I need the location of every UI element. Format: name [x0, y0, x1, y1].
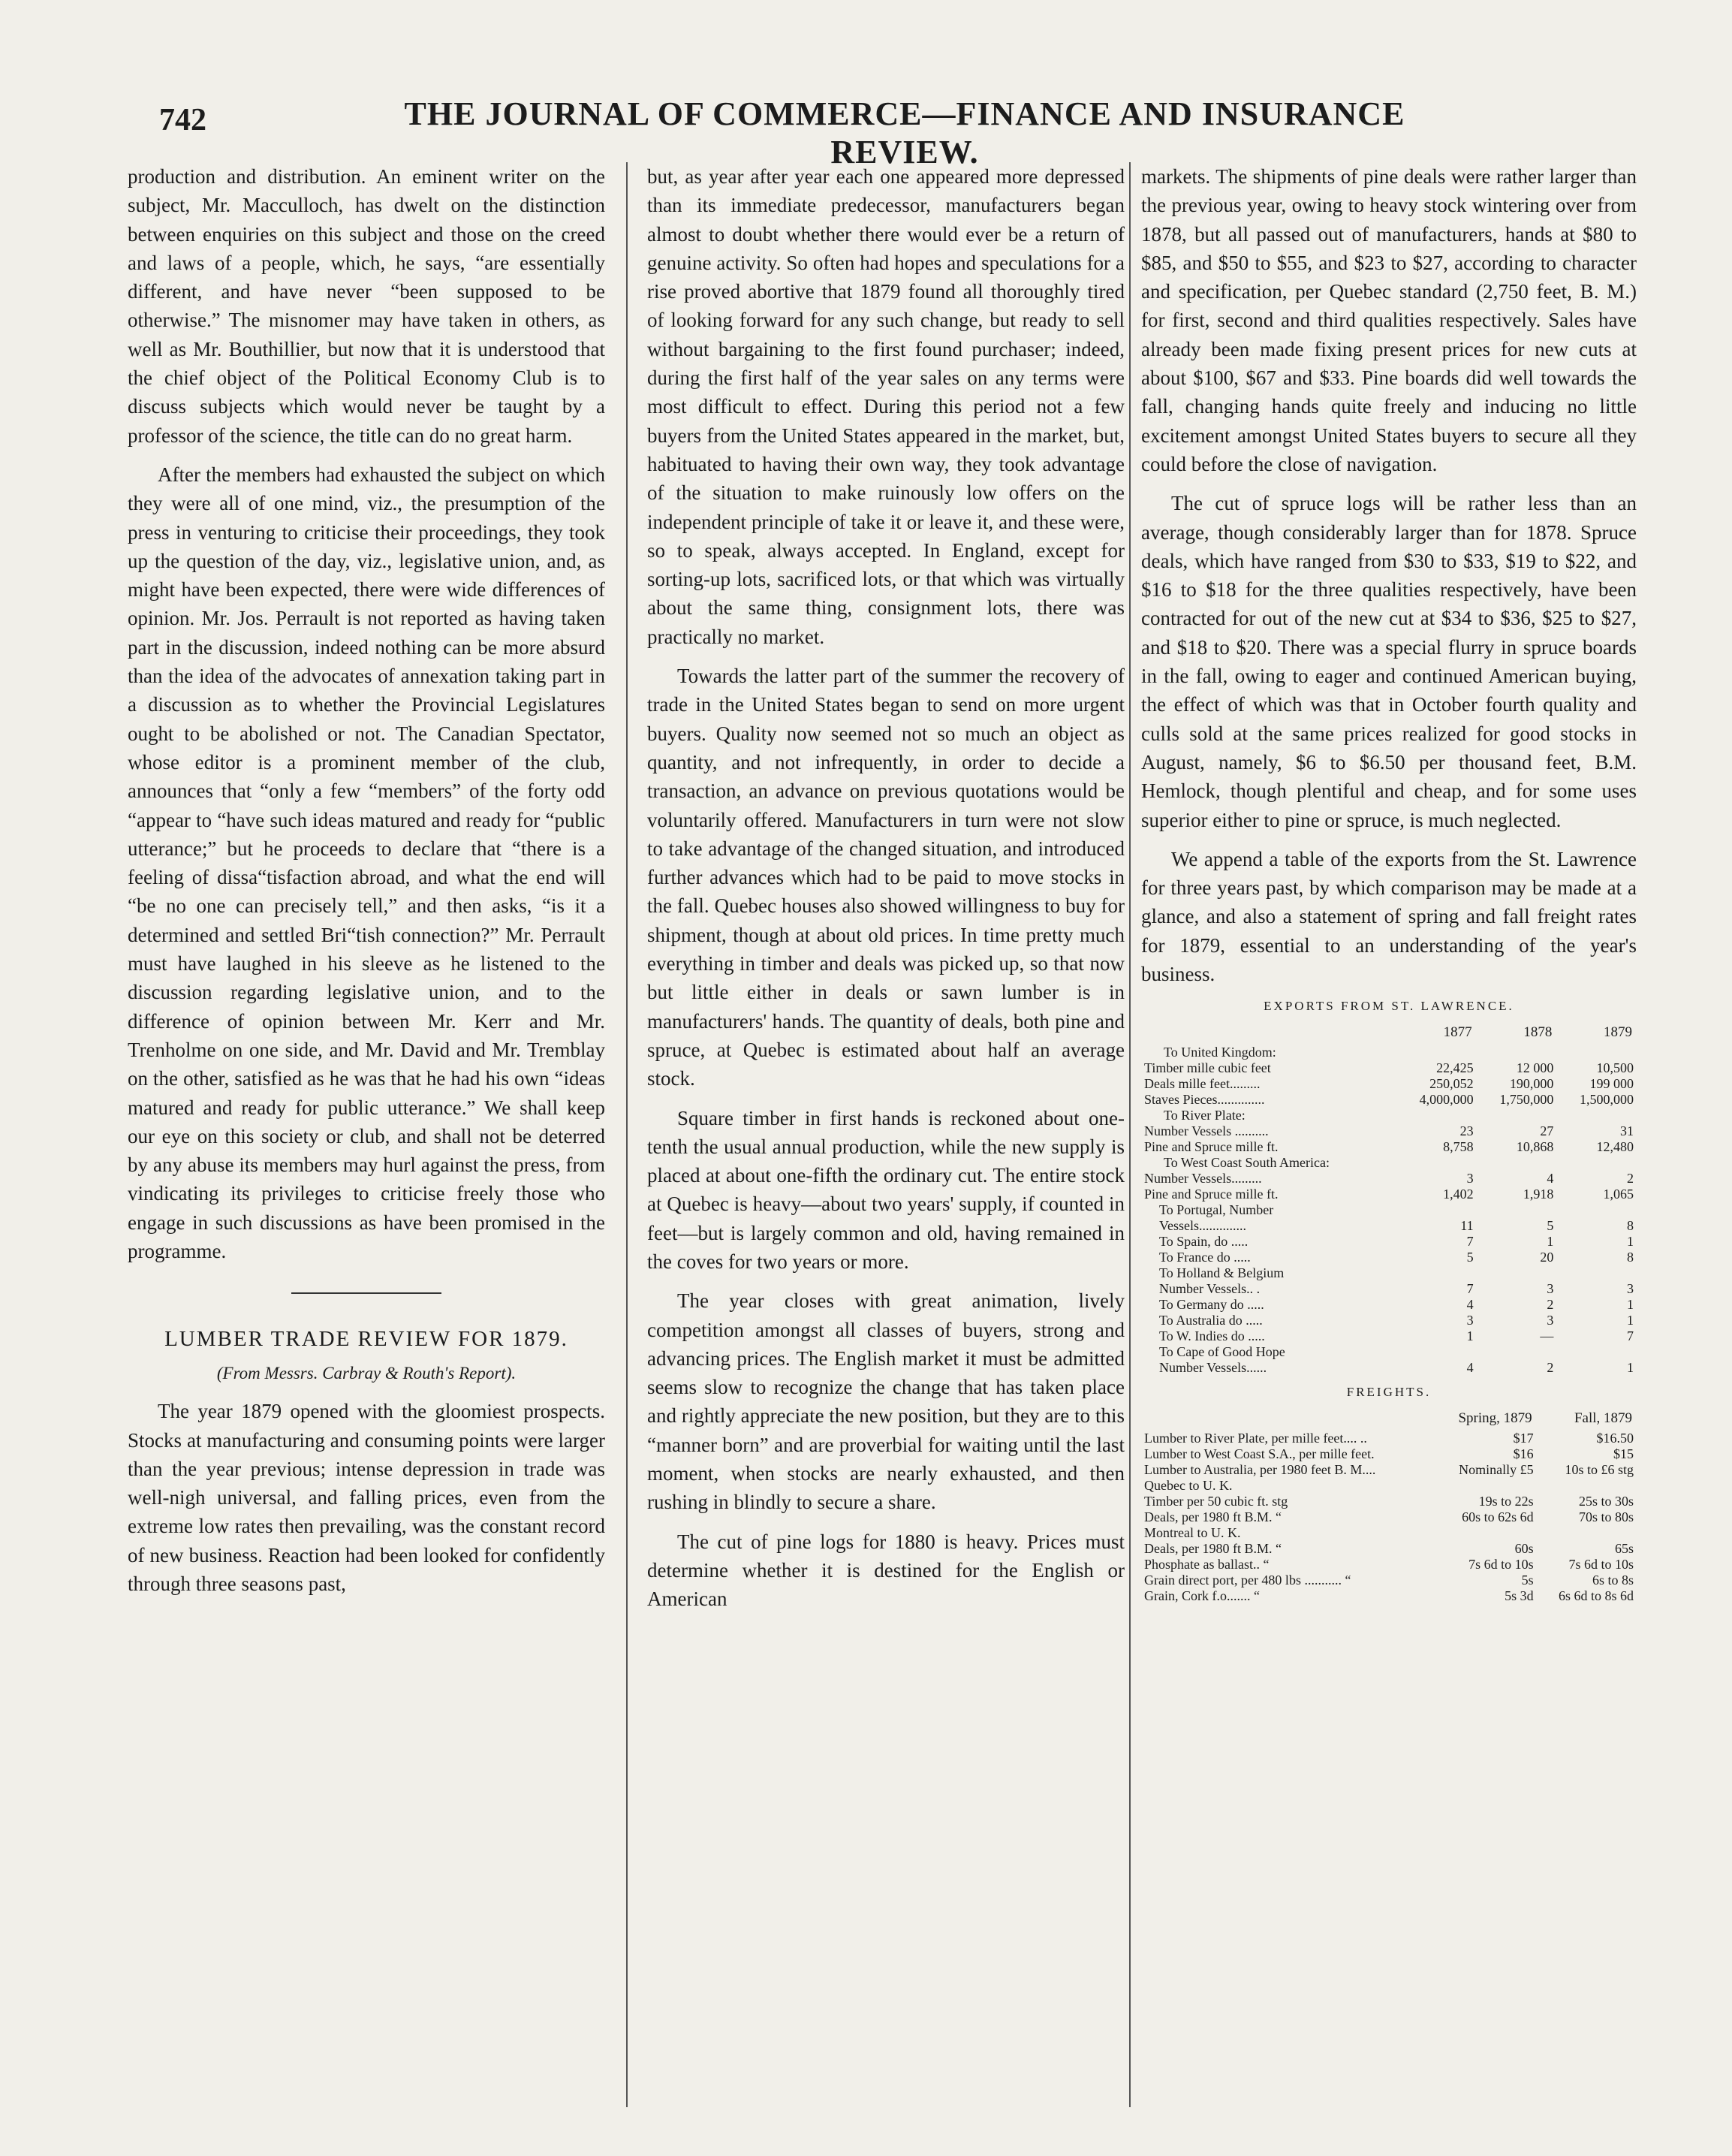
- table-row-label: To Australia do .....: [1159, 1313, 1263, 1328]
- table-cell: 2: [1547, 1360, 1554, 1376]
- table-row: [1141, 1060, 1637, 1076]
- table-cell: 3: [1627, 1281, 1634, 1297]
- table-cell: 4: [1547, 1171, 1554, 1187]
- table-cell: 8: [1627, 1218, 1634, 1234]
- table-cell: $16.50: [1596, 1431, 1634, 1446]
- table-cell: 2: [1627, 1171, 1634, 1187]
- table-row-label: Quebec to U. K.: [1144, 1478, 1233, 1494]
- table-cell: 2: [1547, 1297, 1554, 1313]
- table-row: [1141, 1092, 1637, 1108]
- table-cell: 1,065: [1603, 1187, 1634, 1202]
- article-title: LUMBER TRADE REVIEW FOR 1879.: [164, 1327, 568, 1352]
- table-cell: 22,425: [1436, 1060, 1474, 1076]
- table-header-cell: 1877: [1443, 1024, 1472, 1041]
- table-cell: 31: [1620, 1123, 1634, 1139]
- table-row: [1141, 1218, 1637, 1234]
- table-row: [1141, 1108, 1637, 1123]
- table-row-label: To Holland & Belgium: [1159, 1265, 1285, 1281]
- paragraph: We append a table of the exports from the St. Lawrence for three years past, by which comparison may be made at a glance, and also a statement of spring and fall freight rates for 1879, essential to an understanding of the year's business.: [1141, 847, 1637, 986]
- table-row-label: To Cape of Good Hope: [1159, 1344, 1285, 1360]
- table-cell: 70s to 80s: [1578, 1509, 1634, 1525]
- table-cell: $15: [1613, 1446, 1634, 1462]
- table-row: [1141, 1557, 1637, 1573]
- table-row-label: To France do .....: [1159, 1250, 1251, 1265]
- table-cell: [1477, 1344, 1557, 1360]
- table-cell: [1556, 1045, 1637, 1060]
- table-cell: [1556, 1108, 1637, 1123]
- page-number: 742: [159, 103, 206, 137]
- table-cell: 190,000: [1509, 1076, 1554, 1092]
- table-row: [1141, 1494, 1637, 1509]
- table-cell: 12,480: [1596, 1139, 1634, 1155]
- table-row: [1141, 1265, 1637, 1281]
- table-row: [1141, 1045, 1637, 1060]
- table-row: [1141, 1462, 1637, 1478]
- table-cell: 8,758: [1443, 1139, 1474, 1155]
- table-cell: 1: [1466, 1328, 1474, 1344]
- table-cell: 199 000: [1589, 1076, 1634, 1092]
- table-cell: [1556, 1155, 1637, 1171]
- table-header-row: [1141, 1024, 1637, 1045]
- table-cell: [1396, 1108, 1477, 1123]
- table-cell: 5: [1547, 1218, 1554, 1234]
- table-row-label: Lumber to West Coast S.A., per mille feet.: [1144, 1446, 1375, 1462]
- table-header-cell: Fall, 1879: [1574, 1410, 1632, 1427]
- table-row-label: Timber mille cubic feet: [1144, 1060, 1271, 1076]
- table-row-label: Number Vessels......: [1159, 1360, 1267, 1376]
- table-cell: 4,000,000: [1419, 1092, 1474, 1108]
- table-row: [1141, 1250, 1637, 1265]
- table-cell: 1: [1627, 1297, 1634, 1313]
- table-cell: [1435, 1478, 1537, 1494]
- table-cell: [1556, 1265, 1637, 1281]
- column-rule: [626, 162, 628, 2107]
- table-row-label: To Spain, do .....: [1159, 1234, 1249, 1250]
- table-cell: [1477, 1202, 1557, 1218]
- table-row-label: Grain, Cork f.o....... “: [1144, 1588, 1260, 1604]
- table-cell: 1: [1627, 1234, 1634, 1250]
- table-row: [1141, 1509, 1637, 1525]
- table-row: [1141, 1076, 1637, 1092]
- freights-table-body: [1141, 1431, 1637, 1604]
- table-cell: 10,500: [1596, 1060, 1634, 1076]
- table-cell: [1396, 1265, 1477, 1281]
- table-cell: 1,750,000: [1499, 1092, 1554, 1108]
- table-cell: 7s 6d to 10s: [1568, 1557, 1634, 1573]
- table-row-label: Lumber to Australia, per 1980 feet B. M....: [1144, 1462, 1376, 1478]
- table-row: [1141, 1344, 1637, 1360]
- table-row: [1141, 1155, 1637, 1171]
- table-cell: 7: [1466, 1234, 1474, 1250]
- table-cell: Nominally £5: [1459, 1462, 1534, 1478]
- exports-table-body: [1141, 1045, 1637, 1376]
- table-cell: 7: [1627, 1328, 1634, 1344]
- column-2: [647, 162, 1125, 2130]
- exports-table: [1141, 1024, 1637, 1376]
- table-cell: 1,402: [1443, 1187, 1474, 1202]
- table-row-label: Timber per 50 cubic ft. stg: [1144, 1494, 1288, 1509]
- table-cell: $16: [1513, 1446, 1534, 1462]
- table-cell: 27: [1540, 1123, 1554, 1139]
- table-row-label: To W. Indies do .....: [1159, 1328, 1265, 1344]
- table-row-label: Pine and Spruce mille ft.: [1144, 1139, 1279, 1155]
- paragraph: markets. The shipments of pine deals were rather larger than the previous year, owing to heavy stock wintering over from 1878, but all passed out of manufacturers, hands at $80 to $85, and $50 to $55, and $23 to $27, according to character and specification, per Quebec standard (2,750 feet, B. M.) for first, second and third qualities respectively. Sales have already been made fixing present prices for new cuts at about $100, $67 and $33. Pine boards did well towards the fall, changing hands quite freely and inducing no little excitement amongst United States buyers to secure all they could before the close of navigation.: [1141, 165, 1637, 475]
- paragraph: Towards the latter part of the summer the recovery of trade in the United States began to send on more urgent buyers. Quality now seemed not so much an object as quantity, and not infrequently, in order to decide a transaction, an advance on previous quotations would be voluntarily offered. Manufacturers in turn were not slow to take advantage of the changed situation, and introduced further advances which had to be paid to move stocks in the fall. Quebec houses also showed willingness to buy for shipment, though at about old prices. In time pretty much everything in timber and deals was picked up, so that now but little either in deals or sawn lumber is in manufacturers' hands. The quantity of deals, both pine and spruce, at Quebec is estimated about half an average stock.: [647, 665, 1125, 1090]
- table-row: [1141, 1234, 1637, 1250]
- freights-table: [1141, 1410, 1637, 1604]
- table-cell: 3: [1547, 1281, 1554, 1297]
- table-cell: 23: [1459, 1123, 1474, 1139]
- table-row: [1141, 1281, 1637, 1297]
- table-row-label: To United Kingdom:: [1164, 1045, 1276, 1060]
- table-row-label: Deals, per 1980 ft B.M. “: [1144, 1541, 1282, 1557]
- table-row: [1141, 1541, 1637, 1557]
- table-cell: [1396, 1344, 1477, 1360]
- table-row-label: To West Coast South America:: [1164, 1155, 1330, 1171]
- table-cell: $17: [1513, 1431, 1534, 1446]
- table-cell: [1537, 1478, 1637, 1494]
- table-cell: [1556, 1344, 1637, 1360]
- table-cell: 1: [1547, 1234, 1554, 1250]
- table-cell: —: [1540, 1328, 1554, 1344]
- table-cell: 3: [1466, 1313, 1474, 1328]
- table-row-label: To River Plate:: [1164, 1108, 1246, 1123]
- exports-table-title: EXPORTS FROM ST. LAWRENCE.: [1264, 999, 1514, 1014]
- table-header-cell: Spring, 1879: [1458, 1410, 1532, 1427]
- paragraph: The year closes with great animation, lively competition amongst all classes of buyers, strong and advancing prices. The English market it must be admitted seems slow to recognize the change that has taken place and rightly appreciate the new position, but they are to this “manner born” and are proverbial for waiting until the last moment, when stocks are nearly exhausted, and then rushing in blindly to secure a share.: [647, 1289, 1125, 1514]
- table-header-row: [1141, 1410, 1637, 1431]
- table-cell: 25s to 30s: [1578, 1494, 1634, 1509]
- table-cell: 250,052: [1429, 1076, 1474, 1092]
- table-row-label: Deals, per 1980 ft B.M. “: [1144, 1509, 1282, 1525]
- table-cell: 3: [1547, 1313, 1554, 1328]
- table-row-label: To Portugal, Number: [1159, 1202, 1274, 1218]
- table-row: [1141, 1297, 1637, 1313]
- paragraph: but, as year after year each one appeared more depressed than its immediate predecessor, manufacturers began almost to doubt whether there would ever be a return of genuine activity. So often had hopes and speculations for a rise proved abortive that 1879 found all thoroughly tired of looking forward for any such change, but ready to sell without bargaining to the first found purchaser; indeed, during the first half of the year sales on any terms were most difficult to effect. During this period not a few buyers from the United States appeared in the market, but, habituated to having their own way, they took advantage of the situation to make ruinously low offers on the independent principle of take it or leave it, and these were, so to speak, always accepted. In England, except for sorting-up lots, sacrificed lots, or that which was virtually about the same thing, consignment lots, there was practically no market.: [647, 165, 1125, 648]
- freights-table-title: FREIGHTS.: [1346, 1385, 1432, 1400]
- paragraph: Square timber in first hands is reckoned about one-tenth the usual annual production, while the new supply is placed at about one-fifth the ordinary cut. The entire stock at Quebec is heavy—about two years' supply, if counted in feet—but is largely common and old, having remained in the coves for two years or more.: [647, 1106, 1125, 1273]
- table-header-cell: [1141, 1410, 1435, 1431]
- table-row-label: Phosphate as ballast.. “: [1144, 1557, 1270, 1573]
- table-cell: 5s: [1521, 1573, 1534, 1588]
- column-1: [128, 162, 605, 2130]
- paragraph: After the members had exhausted the subject on which they were all of one mind, viz., the presumption of the press in venturing to criticise their proceedings, they took up the question of the day, viz., legislative union, and, as might have been expected, there were wide differences of opinion. Mr. Jos. Perrault is not reported as having taken part in the discussion, indeed nothing can be more absurd than the idea of the advocates of annexation taking part in a discussion as to whether the Provincial Legislatures ought to be abolished or not. The Canadian Spectator, whose editor is a prominent member of the club, announces that “only a few “members” of the forty odd “appear to “have such ideas matured and ready for “public utterance;” but he proceeds to declare that “there is a feeling of dissa“tisfaction abroad, and what the end will “be no one can precisely tell,” and then asks, “is it a determined and settled Bri“tish connection?” Mr. Perrault must have laughed in his sleeve as he listened to the discussion regarding legislative union, and to the difference of opinion between Mr. Kerr and Mr. Trenholme on one side, and Mr. David and Mr. Tremblay on the other, satisfied as he was that he had his own “ideas matured and ready for public utterance.” We shall keep our eye on this society or club, and shall not be deterred by any abuse its members may hurl against the press, from vindicating its privileges to criticise freely those who engage in such discussions as have been promised in the programme.: [128, 463, 605, 1262]
- table-cell: 19s to 22s: [1478, 1494, 1534, 1509]
- table-cell: 60s: [1514, 1541, 1534, 1557]
- table-cell: 1: [1627, 1360, 1634, 1376]
- column-rule: [1129, 162, 1131, 2107]
- table-cell: 1,500,000: [1580, 1092, 1634, 1108]
- table-cell: [1477, 1108, 1557, 1123]
- table-row-label: Pine and Spruce mille ft.: [1144, 1187, 1279, 1202]
- table-row-label: Vessels..............: [1159, 1218, 1246, 1234]
- paragraph: The cut of spruce logs will be rather less than an average, though considerably larger than for 1878. Spruce deals, which have ranged from $30 to $33, $19 to $22, and $16 to $18 for the three qualities respectively, have been contracted for out of the new cut at $34 to $36, $25 to $27, and $18 to $20. There was a special flurry in spruce boards in the fall, owing to eager and continued American buying, the effect of which was that in October fourth quality and culls sold at the same prices realized for good stocks in August, namely, $6 to $6.50 per thousand feet, B.M. Hemlock, though plentiful and cheap, and for some uses superior either to pine or spruce, is much neglected.: [1141, 492, 1637, 831]
- table-row: [1141, 1573, 1637, 1588]
- table-cell: [1556, 1202, 1637, 1218]
- table-cell: 60s to 62s 6d: [1462, 1509, 1534, 1525]
- table-row: [1141, 1431, 1637, 1446]
- table-cell: [1396, 1155, 1477, 1171]
- table-cell: 3: [1466, 1171, 1474, 1187]
- table-cell: 7s 6d to 10s: [1468, 1557, 1534, 1573]
- table-row-label: Lumber to River Plate, per mille feet.... ..: [1144, 1431, 1367, 1446]
- table-row: [1141, 1313, 1637, 1328]
- table-row: [1141, 1202, 1637, 1218]
- table-cell: 10s to £6 stg: [1565, 1462, 1634, 1478]
- table-row-label: Deals mille feet.........: [1144, 1076, 1261, 1092]
- table-cell: 20: [1540, 1250, 1554, 1265]
- table-row-label: Number Vessels.. .: [1159, 1281, 1261, 1297]
- table-cell: 6s 6d to 8s 6d: [1558, 1588, 1634, 1604]
- table-cell: 65s: [1614, 1541, 1634, 1557]
- table-cell: 1,918: [1523, 1187, 1554, 1202]
- table-cell: [1537, 1525, 1637, 1541]
- article-source: (From Messrs. Carbray & Routh's Report).: [216, 1364, 517, 1383]
- paragraph: production and distribution. An eminent writer on the subject, Mr. Macculloch, has dwelt on the distinction between enquiries on this subject and those on the creed and laws of a people, which, he says, “are essentially different, and have never “been supposed to be otherwise.” The misnomer may have taken in others, as well as Mr. Bouthillier, but now that it is understood that the chief object of the Political Economy Club is to discuss subjects which would never be taught by a professor of the science, the title can do no great harm.: [128, 165, 605, 447]
- table-cell: [1477, 1155, 1557, 1171]
- table-cell: 5s 3d: [1505, 1588, 1534, 1604]
- table-cell: 5: [1466, 1250, 1474, 1265]
- table-row: [1141, 1525, 1637, 1541]
- table-row: [1141, 1360, 1637, 1376]
- paragraph: The year 1879 opened with the gloomiest prospects. Stocks at manufacturing and consuming points were larger than the year previous; intense depression in trade was well-nigh universal, and falling prices, even from the extreme low rates then prevailing, was the constant record of new business. Reaction had been looked for confidently through three seasons past,: [128, 1400, 605, 1596]
- table-row-label: To Germany do .....: [1159, 1297, 1264, 1313]
- table-row: [1141, 1588, 1637, 1604]
- table-header-cell: [1141, 1024, 1396, 1045]
- table-row: [1141, 1171, 1637, 1187]
- table-header-cell: 1879: [1604, 1024, 1632, 1041]
- table-row-label: Staves Pieces..............: [1144, 1092, 1265, 1108]
- table-row-label: Montreal to U. K.: [1144, 1525, 1241, 1541]
- table-header-cell: 1878: [1523, 1024, 1553, 1041]
- table-cell: [1396, 1045, 1477, 1060]
- paragraph: The cut of pine logs for 1880 is heavy. Prices must determine whether it is destined for the English or American: [647, 1530, 1125, 1611]
- table-cell: [1396, 1202, 1477, 1218]
- table-row-label: Number Vessels ..........: [1144, 1123, 1269, 1139]
- table-cell: [1477, 1045, 1557, 1060]
- running-head: THE JOURNAL OF COMMERCE—FINANCE AND INSURANCE REVIEW.: [404, 95, 1405, 170]
- table-cell: 1: [1627, 1313, 1634, 1328]
- table-cell: 12 000: [1516, 1060, 1554, 1076]
- table-cell: [1435, 1525, 1537, 1541]
- table-row: [1141, 1139, 1637, 1155]
- table-row: [1141, 1328, 1637, 1344]
- table-row: [1141, 1187, 1637, 1202]
- table-row: [1141, 1446, 1637, 1462]
- table-cell: 4: [1466, 1360, 1474, 1376]
- table-cell: [1477, 1265, 1557, 1281]
- table-row: [1141, 1478, 1637, 1494]
- table-cell: 11: [1460, 1218, 1474, 1234]
- table-row: [1141, 1123, 1637, 1139]
- table-cell: 7: [1466, 1281, 1474, 1297]
- table-row-label: Number Vessels.........: [1144, 1171, 1262, 1187]
- section-divider: [291, 1292, 441, 1294]
- table-cell: 8: [1627, 1250, 1634, 1265]
- table-row-label: Grain direct port, per 480 lbs ........... “: [1144, 1573, 1351, 1588]
- table-cell: 10,868: [1516, 1139, 1554, 1155]
- table-cell: 6s to 8s: [1592, 1573, 1634, 1588]
- column-3: [1141, 162, 1637, 2130]
- table-cell: 4: [1466, 1297, 1474, 1313]
